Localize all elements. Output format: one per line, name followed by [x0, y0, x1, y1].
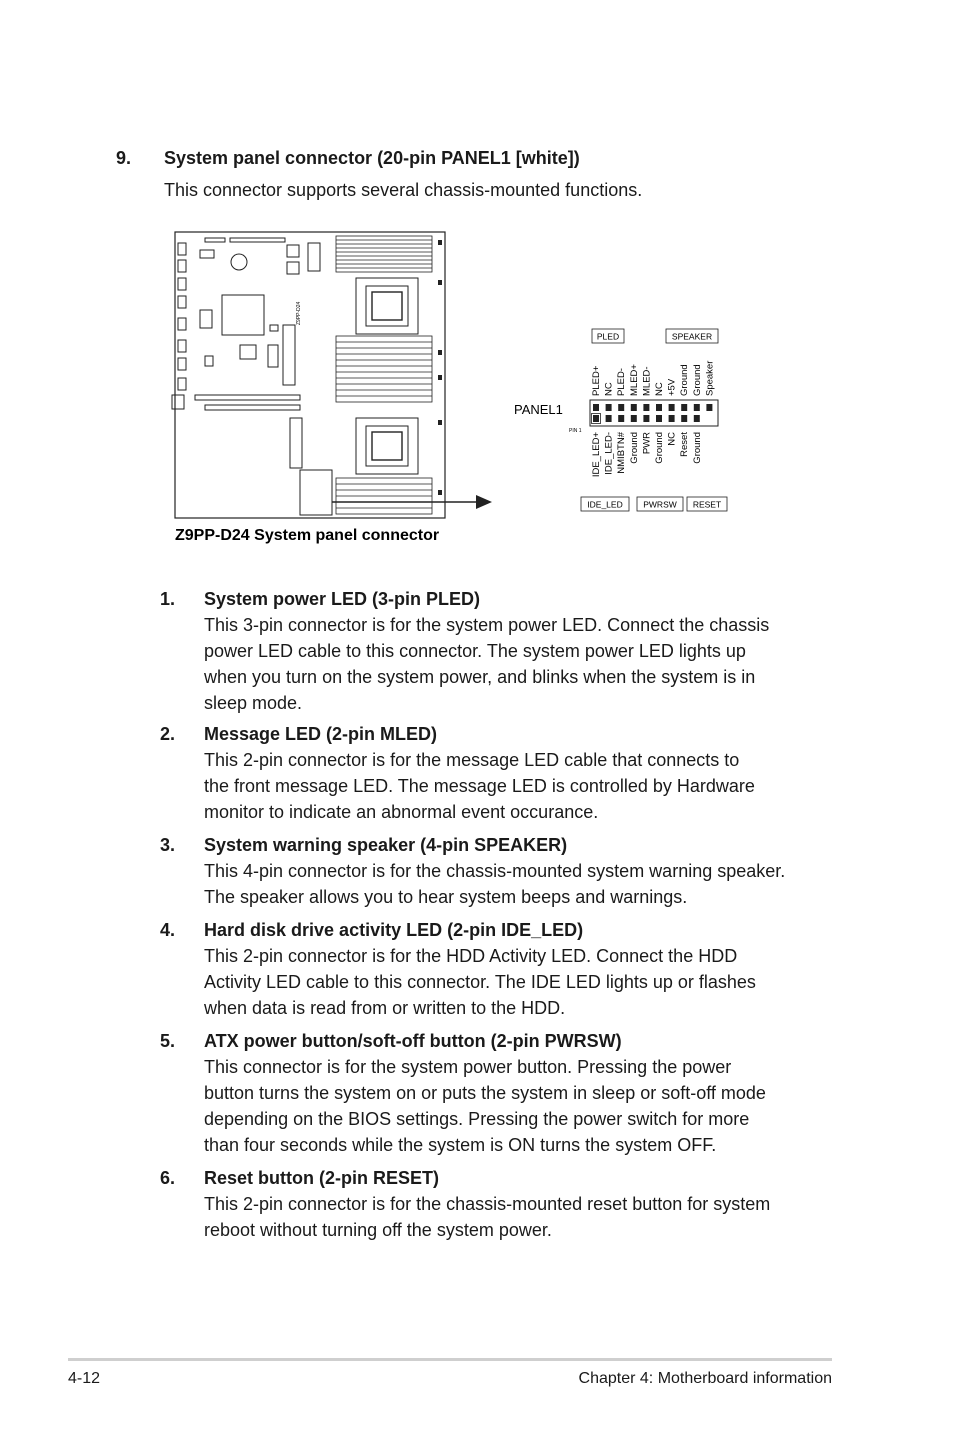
pin-group-labels — [581, 329, 727, 511]
pin-bottom — [643, 415, 649, 422]
item-number: 3. — [160, 835, 176, 855]
bottom-pin-label: Ground — [654, 432, 665, 464]
footer-divider — [68, 1358, 832, 1361]
connector-pins — [592, 404, 713, 424]
item-line: This 4-pin connector is for the chassis-mounted system warning speaker. — [204, 861, 786, 881]
pin-bottom — [631, 415, 637, 422]
item-line: This 2-pin connector is for the message LED cable that connects to — [204, 750, 740, 770]
bottom-pin-labels — [591, 431, 703, 477]
top-pin-label: NC — [603, 382, 615, 396]
item-reset — [160, 1165, 850, 1243]
item-line: This 3-pin connector is for the system power LED. Connect the chassis — [204, 615, 770, 635]
item-title: ATX power button/soft-off button (2-pin PWRSW) — [204, 1031, 622, 1051]
item-line: the front message LED. The message LED is controlled by Hardware — [204, 776, 755, 796]
top-pin-label: NC — [654, 382, 665, 396]
figure-caption: Z9PP-D24 System panel connector — [175, 527, 440, 544]
pin-group-label: SPEAKER — [671, 331, 713, 342]
pin-top — [631, 404, 637, 411]
item-title: System warning speaker (4-pin SPEAKER) — [204, 835, 568, 855]
item-title: Message LED (2-pin MLED) — [204, 724, 438, 744]
pin-top — [643, 404, 649, 411]
bottom-pin-label: NMIBTN# — [616, 432, 628, 474]
bottom-pin-label: NC — [666, 432, 678, 446]
top-pin-labels — [591, 361, 715, 396]
item-line: This 2-pin connector is for the HDD Activity LED. Connect the HDD — [204, 946, 738, 966]
pin-top — [593, 404, 599, 411]
bottom-pin-label: PWR — [641, 432, 653, 455]
item-line: than four seconds while the system is ON turns the system OFF. — [204, 1135, 717, 1155]
connector-label: PANEL1 — [514, 402, 563, 417]
cpu-sockets — [356, 278, 418, 474]
pin-bottom — [669, 415, 675, 422]
bottom-pin-label: Reset — [679, 432, 691, 457]
pin-top — [706, 404, 712, 411]
top-pin-label: Ground — [679, 364, 691, 396]
item-line: This connector is for the system power button. Pressing the power — [204, 1057, 732, 1077]
pin-top — [606, 404, 612, 411]
pin-top — [618, 404, 624, 411]
section-number: 9. — [116, 148, 132, 168]
item-line: reboot without turning off the system power. — [204, 1220, 552, 1240]
bottom-pin-label: Ground — [628, 432, 640, 464]
pin-top — [669, 404, 675, 411]
item-ide-led — [160, 917, 850, 1021]
pin-bottom — [606, 415, 612, 422]
top-pin-label: +5V — [666, 378, 678, 396]
motherboard-diagram — [172, 232, 445, 518]
item-line: This 2-pin connector is for the chassis-mounted reset button for system — [204, 1194, 771, 1214]
pin-group-label: IDE_LED — [587, 499, 623, 510]
pin-group-label: PLED — [596, 331, 620, 342]
top-pin-label: PLED- — [616, 368, 628, 396]
bottom-pin-label: Ground — [691, 432, 703, 464]
item-mled — [160, 721, 850, 825]
item-title: System power LED (3-pin PLED) — [204, 589, 481, 609]
section-title: System panel connector (20-pin PANEL1 [white]) — [164, 148, 580, 168]
item-line: when you turn on the system power, and blinks when the system is in — [204, 667, 756, 687]
bottom-pin-label: IDE_LED- — [603, 432, 615, 475]
top-pin-label: MLED+ — [628, 364, 640, 396]
item-pwrsw — [160, 1028, 850, 1158]
item-number: 1. — [160, 589, 176, 609]
item-line: depending on the BIOS settings. Pressing the power switch for more — [204, 1109, 750, 1129]
pin-top — [694, 404, 700, 411]
item-pled — [160, 586, 850, 716]
item-line: when data is read from or written to the HDD. — [204, 998, 566, 1018]
page-number: 4-12 — [68, 1370, 101, 1387]
section-intro: This connector supports several chassis-mounted functions. — [164, 180, 643, 200]
item-line: monitor to indicate an abnormal event occurance. — [204, 802, 599, 822]
board-edge-markers — [438, 240, 442, 495]
item-number: 4. — [160, 920, 176, 940]
item-title: Reset button (2-pin RESET) — [204, 1168, 439, 1188]
item-line: power LED cable to this connector. The system power LED lights up — [204, 641, 746, 661]
item-number: 2. — [160, 724, 176, 744]
top-pin-label: Speaker — [704, 360, 716, 396]
pin-group-label: RESET — [692, 499, 722, 510]
item-title: Hard disk drive activity LED (2-pin IDE_LED) — [204, 920, 584, 940]
pin-group-label: PWRSW — [643, 499, 677, 510]
item-number: 6. — [160, 1168, 176, 1188]
pin-bottom — [618, 415, 624, 422]
item-speaker — [160, 832, 850, 910]
pin-bottom — [694, 415, 700, 422]
callout-arrow — [332, 495, 492, 509]
chapter-title: Chapter 4: Motherboard information — [578, 1370, 832, 1387]
bottom-pin-label: IDE_LED+ — [591, 432, 602, 478]
panel-connector-figure — [0, 0, 954, 560]
top-pin-label: MLED- — [641, 366, 653, 396]
item-line: Activity LED cable to this connector. The IDE LED lights up or flashes — [204, 972, 756, 992]
board-label: Z9PP-D24 — [296, 301, 302, 325]
item-line: button turns the system on or puts the system in sleep or soft-off mode — [204, 1083, 766, 1103]
connector-outline — [590, 400, 718, 426]
top-pin-label: Ground — [691, 364, 703, 396]
pin-bottom — [593, 415, 599, 422]
pin-bottom — [656, 415, 662, 422]
top-pin-label: PLED+ — [591, 365, 602, 396]
item-number: 5. — [160, 1031, 176, 1051]
pin-top — [656, 404, 662, 411]
pin1-label: PIN 1 — [569, 428, 582, 434]
pin-top — [681, 404, 687, 411]
item-line: The speaker allows you to hear system beeps and warnings. — [204, 887, 688, 907]
item-line: sleep mode. — [204, 693, 303, 713]
pin-bottom — [681, 415, 687, 422]
